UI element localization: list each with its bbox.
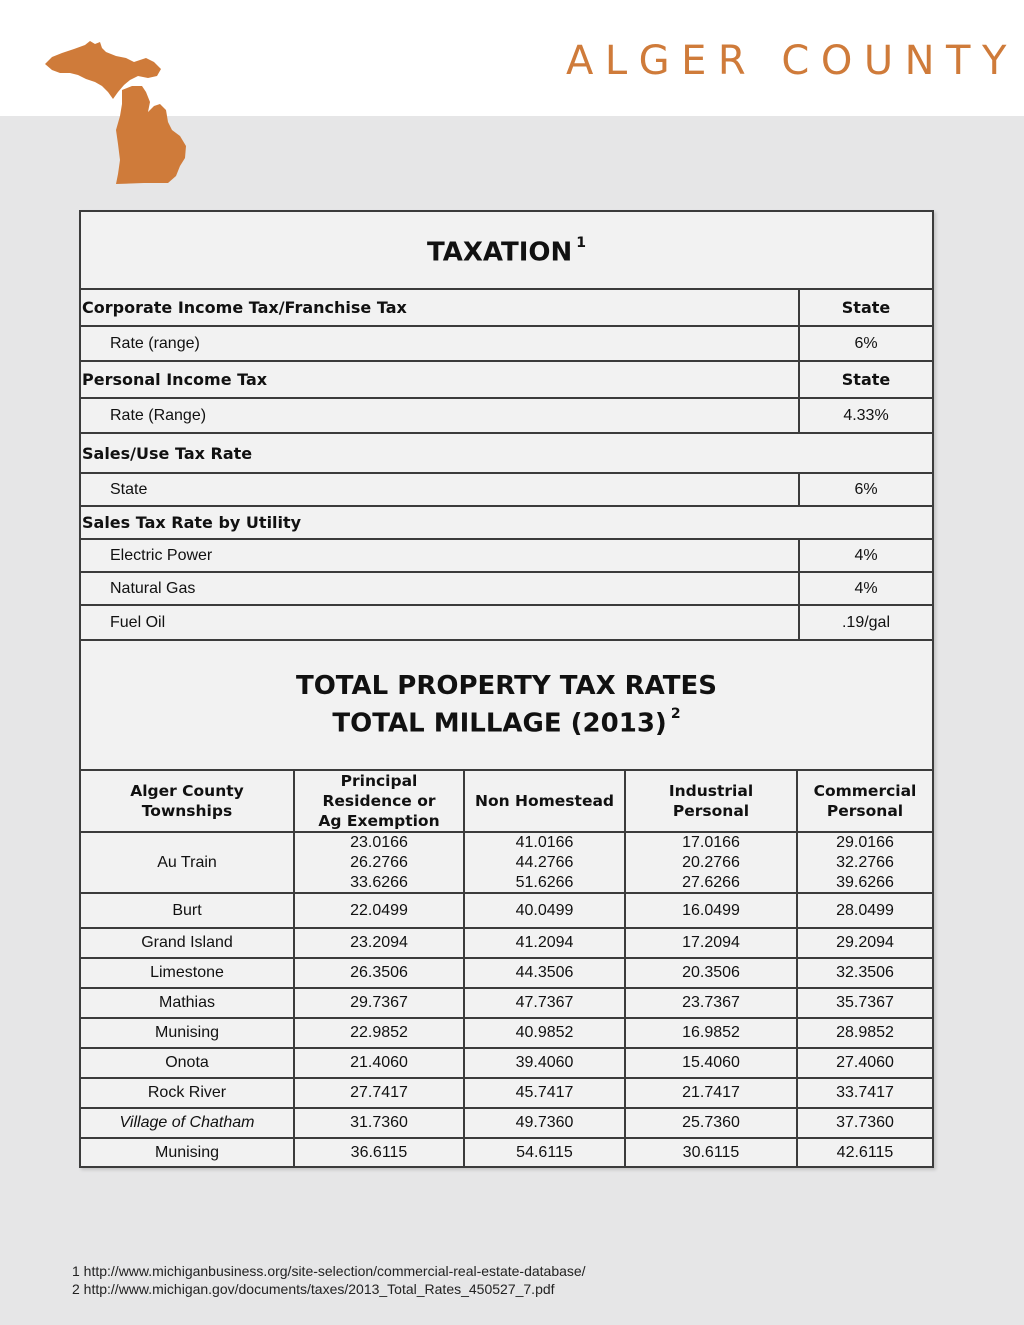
taxation-banner <box>81 212 932 290</box>
commercial-value: 29.2094 <box>836 934 894 951</box>
table-row-munising <box>81 1019 932 1049</box>
fuel-oil-label: Fuel Oil <box>81 606 800 639</box>
personal-rate-value: 4.33% <box>843 406 889 424</box>
electric-power-label: Electric Power <box>81 540 800 571</box>
natural-gas-label: Natural Gas <box>81 573 800 604</box>
non-homestead-values: 41.0166 44.2766 51.6266 <box>465 833 626 892</box>
sales-use-state-label: State <box>81 474 800 505</box>
commercial-value: 32.3506 <box>836 964 894 981</box>
utility-header-row <box>81 507 932 540</box>
utility-label: Sales Tax Rate by Utility <box>82 513 302 532</box>
personal-tax-rate-row <box>81 399 932 434</box>
utility-fuel-row <box>81 606 932 641</box>
property-title-line2: TOTAL MILLAGE (2013) $^2$ <box>332 706 681 739</box>
township-name: Onota <box>81 1049 295 1077</box>
township-name: Rock River <box>81 1079 295 1107</box>
non-homestead-value: 39.4060 <box>465 1049 626 1077</box>
principal-value: 26.3506 <box>295 959 465 987</box>
principal-values: 23.0166 26.2766 33.6266 <box>295 833 465 892</box>
sales-use-state-row <box>81 474 932 507</box>
principal-value: 23.2094 <box>295 929 465 957</box>
commercial-value: 35.7367 <box>836 994 894 1011</box>
non-homestead-value: 47.7367 <box>465 989 626 1017</box>
principal-value: 21.4060 <box>295 1049 465 1077</box>
corporate-tax-label: Corporate Income Tax/Franchise Tax <box>81 290 800 325</box>
header-industrial-personal: Industrial Personal <box>626 771 798 831</box>
table-row-au-train <box>81 833 932 894</box>
natural-gas-value: 4% <box>854 579 878 597</box>
township-name: Grand Island <box>81 929 295 957</box>
utility-gas-row <box>81 573 932 606</box>
county-title: ALGER COUNTY <box>566 38 1018 84</box>
township-name: Burt <box>81 894 295 927</box>
township-name: Mathias <box>81 989 295 1017</box>
table-row-village-of-chatham <box>81 1109 932 1139</box>
industrial-value: 15.4060 <box>626 1049 798 1077</box>
michigan-map-logo <box>40 36 200 188</box>
principal-value: 31.7360 <box>295 1109 465 1137</box>
corporate-rate-label: Rate (range) <box>81 327 800 360</box>
commercial-value: 33.7417 <box>836 1084 894 1101</box>
table-row-limestone <box>81 959 932 989</box>
industrial-value: 23.7367 <box>626 989 798 1017</box>
principal-value: 22.0499 <box>295 894 465 927</box>
industrial-value: 21.7417 <box>626 1079 798 1107</box>
fuel-oil-value: .19/gal <box>841 613 891 631</box>
industrial-value: 30.6115 <box>626 1139 798 1166</box>
table-row-rock-river <box>81 1079 932 1109</box>
principal-value: 27.7417 <box>295 1079 465 1107</box>
property-footnote-ref: 2 <box>670 706 681 723</box>
industrial-value: 17.2094 <box>626 929 798 957</box>
non-homestead-value: 41.2094 <box>465 929 626 957</box>
personal-tax-label: Personal Income Tax <box>81 362 800 397</box>
personal-tax-header-row <box>81 362 932 399</box>
industrial-value: 16.9852 <box>626 1019 798 1047</box>
industrial-value: 16.0499 <box>626 894 798 927</box>
commercial-value: 27.4060 <box>836 1054 894 1071</box>
corporate-rate-value: 6% <box>854 334 878 352</box>
corporate-tax-header-row <box>81 290 932 327</box>
taxation-card <box>79 210 934 1168</box>
principal-value: 29.7367 <box>295 989 465 1017</box>
electric-power-value: 4% <box>854 546 878 564</box>
commercial-value: 42.6115 <box>836 1143 894 1161</box>
header-principal-residence: Principal Residence or Ag Exemption <box>295 771 465 831</box>
non-homestead-value: 54.6115 <box>465 1139 626 1166</box>
principal-value: 36.6115 <box>295 1139 465 1166</box>
property-table-header <box>81 771 932 833</box>
non-homestead-value: 40.9852 <box>465 1019 626 1047</box>
sales-use-header-row <box>81 434 932 474</box>
table-row-munising-2 <box>81 1139 932 1166</box>
commercial-value: 37.7360 <box>836 1114 894 1131</box>
table-row-onota <box>81 1049 932 1079</box>
property-tax-banner <box>81 641 932 771</box>
industrial-values: 17.0166 20.2766 27.6266 <box>626 833 798 892</box>
non-homestead-value: 45.7417 <box>465 1079 626 1107</box>
township-name: Limestone <box>81 959 295 987</box>
header-non-homestead: Non Homestead <box>465 771 626 831</box>
personal-tax-column-header: State <box>841 370 891 389</box>
table-row-mathias <box>81 989 932 1019</box>
commercial-value: 28.0499 <box>836 901 894 919</box>
taxation-footnote-ref: 1 <box>576 235 586 252</box>
corporate-tax-column-header: State <box>841 298 891 317</box>
footnote-2: 2 http://www.michigan.gov/documents/taxes/2013_Total_Rates_450527_7.pdf <box>72 1281 555 1297</box>
utility-electric-row <box>81 540 932 573</box>
commercial-values: 29.0166 32.2766 39.6266 <box>836 833 894 891</box>
table-row-burt <box>81 894 932 929</box>
township-name: Village of Chatham <box>81 1109 295 1137</box>
non-homestead-value: 49.7360 <box>465 1109 626 1137</box>
personal-rate-label: Rate (Range) <box>81 399 800 432</box>
industrial-value: 25.7360 <box>626 1109 798 1137</box>
table-row-grand-island <box>81 929 932 959</box>
township-name: Munising <box>81 1139 295 1166</box>
header-commercial-personal: Commercial Personal <box>813 782 917 820</box>
commercial-value: 28.9852 <box>836 1024 894 1041</box>
taxation-title: TAXATION $^1$ <box>426 235 586 268</box>
non-homestead-value: 40.0499 <box>465 894 626 927</box>
footnotes <box>72 1262 586 1298</box>
sales-use-state-value: 6% <box>854 480 878 498</box>
corporate-tax-rate-row <box>81 327 932 362</box>
non-homestead-value: 44.3506 <box>465 959 626 987</box>
footnote-1: 1 http://www.michiganbusiness.org/site-selection/commercial-real-estate-database/ <box>72 1263 586 1279</box>
principal-value: 22.9852 <box>295 1019 465 1047</box>
sales-use-label: Sales/Use Tax Rate <box>82 443 253 463</box>
property-title-line1: TOTAL PROPERTY TAX RATES <box>295 671 718 702</box>
lower-peninsula-shape <box>116 86 186 184</box>
header-township: Alger County Townships <box>81 771 295 831</box>
township-name: Au Train <box>81 833 295 892</box>
industrial-value: 20.3506 <box>626 959 798 987</box>
township-name: Munising <box>81 1019 295 1047</box>
